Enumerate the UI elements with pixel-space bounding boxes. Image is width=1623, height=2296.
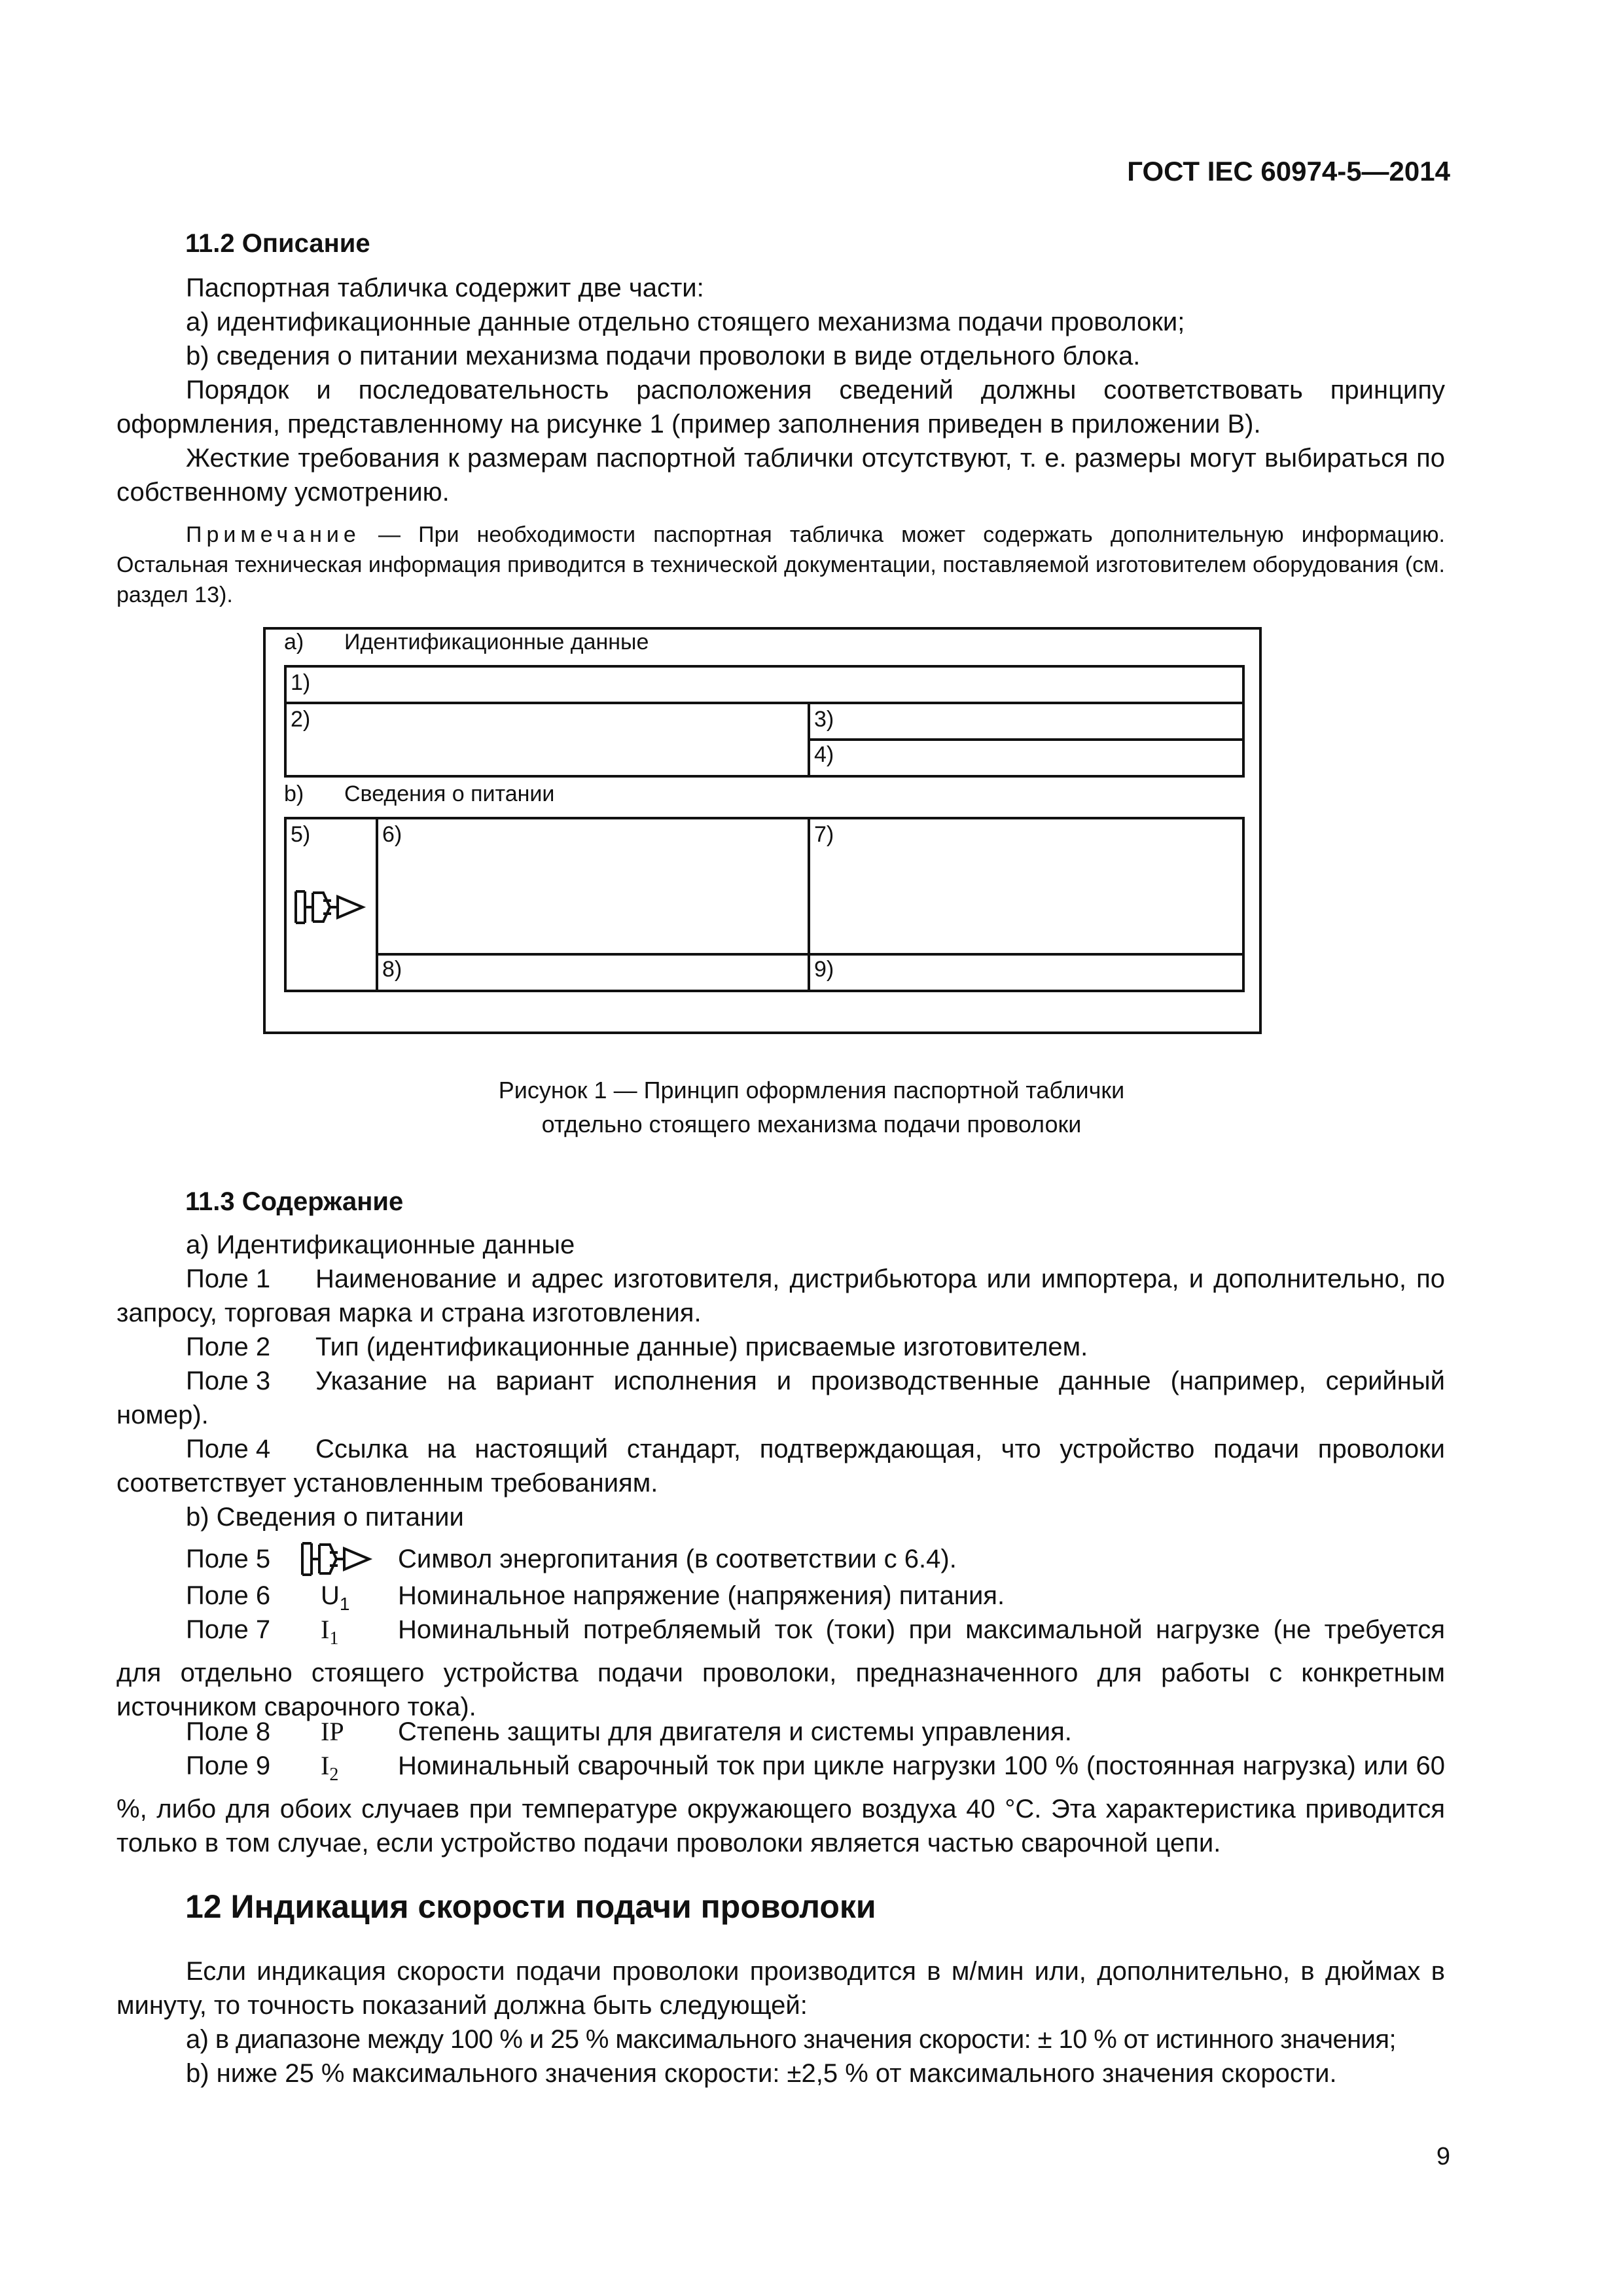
field-8-text: Степень защиты для двигателя и системы управления.: [398, 1717, 1072, 1746]
note-lead: Примечание: [186, 522, 361, 547]
divider: [808, 819, 810, 990]
field-1-label: Поле 1: [186, 1265, 271, 1293]
voltage-symbol-subscript: 1: [339, 1594, 350, 1614]
field-6-label: Поле 6: [186, 1581, 271, 1610]
field-7-label: Поле 7: [186, 1615, 271, 1644]
figure-title-a: Идентификационные данные: [344, 630, 649, 655]
field-8-description: [116, 1715, 1445, 1749]
field-9-symbol: [321, 1749, 398, 1792]
field-7-description: [116, 1613, 1445, 1724]
field-1-text: Наименование и адрес изготовителя, дистрибьютора или импортера, и дополнительно, по запросу, торговая марка и страна изготовления.: [116, 1265, 1445, 1327]
field-6-description: [116, 1579, 1445, 1613]
divider: [287, 702, 1242, 704]
field-7-symbol: [321, 1613, 398, 1656]
section-11-2-paragraph-order: Порядок и последовательность расположения сведений должны соответствовать принципу оформления, представленному на рисунке 1 (пример заполнения приведен в приложении В).: [116, 376, 1445, 439]
section-11-2-item-a: a) идентификационные данные отдельно стоящего механизма подачи проволоки;: [186, 308, 1185, 336]
field-4-label: Поле 4: [186, 1435, 271, 1463]
divider: [808, 738, 1242, 741]
cell-1-label: 1): [291, 670, 311, 695]
figure-caption-line-1: Рисунок 1 — Принцип оформления паспортной таблички: [498, 1077, 1125, 1103]
field-4-text: Ссылка на настоящий стандарт, подтверждающая, что устройство подачи проволоки соответствует установленным требованиям.: [116, 1435, 1445, 1498]
section-12-intro: Если индикация скорости подачи проволоки производится в м/мин или, дополнительно, в дюймах в минуту, то точность показаний должна быть следующей:: [116, 1957, 1445, 2020]
section-11-2-note: [116, 520, 1445, 610]
field-5-text: Символ энергопитания (в соответствии с 6.4).: [398, 1545, 957, 1573]
figure-title-b: Сведения о питании: [344, 781, 555, 806]
field-2-text: Тип (идентификационные данные) присваемые изготовителем.: [315, 1333, 1088, 1361]
field-9-description: [116, 1749, 1445, 1860]
current-symbol: I: [321, 1751, 330, 1780]
identification-block: [284, 665, 1245, 778]
cell-5-label: 5): [291, 822, 311, 847]
page-number: 9: [1436, 2143, 1450, 2170]
field-6-text: Номинальное напряжение (напряжения) питания.: [398, 1581, 1005, 1610]
cell-2-label: 2): [291, 707, 311, 732]
field-9-label: Поле 9: [186, 1751, 271, 1780]
current-symbol-subscript: 2: [329, 1765, 339, 1785]
section-11-3-title: 11.3 Содержание: [185, 1187, 404, 1216]
cell-3-label: 3): [814, 707, 834, 732]
field-3-description: [116, 1364, 1445, 1432]
current-symbol-subscript: 1: [329, 1628, 339, 1649]
cell-7-label: 7): [814, 822, 834, 847]
section-12-title: 12 Индикация скорости подачи проволоки: [185, 1888, 876, 1925]
cell-6-label: 6): [382, 822, 402, 847]
section-11-2-item-b: b) сведения о питании механизма подачи проволоки в виде отдельного блока.: [186, 342, 1141, 370]
section-11-2-paragraph-size: Жесткие требования к размерам паспортной таблички отсутствуют, т. е. размеры могут выбираться по собственному усмотрению.: [116, 444, 1445, 507]
field-2-description: [116, 1330, 1445, 1364]
divider: [376, 953, 1242, 956]
current-symbol: I: [321, 1615, 330, 1644]
field-3-text: Указание на вариант исполнения и производственные данные (например, серийный номер).: [116, 1367, 1445, 1429]
power-supply-block: [284, 817, 1245, 992]
figure-caption-line-2: отдельно стоящего механизма подачи проволоки: [541, 1111, 1082, 1138]
document-standard-header: ГОСТ IEC 60974-5—2014: [1127, 156, 1450, 187]
field-7-text: Номинальный потребляемый ток (токи) при максимальной нагрузке (не требуется для отдельно стоящего устройства подачи проволоки, предназначенного для работы с конкретным источником сварочного тока).: [116, 1615, 1445, 1721]
section-11-2-title: 11.2 Описание: [185, 229, 370, 258]
voltage-symbol: U: [321, 1581, 340, 1610]
figure-label-a: a): [284, 630, 304, 655]
field-4-description: [116, 1432, 1445, 1500]
section-12-item-b: b) ниже 25 % максимального значения скорости: ±2,5 % от максимального значения скорости.: [186, 2059, 1337, 2088]
divider: [376, 819, 378, 990]
figure-1-nameplate: [263, 627, 1262, 1034]
field-3-label: Поле 3: [186, 1367, 271, 1395]
field-8-label: Поле 8: [186, 1717, 271, 1746]
field-1-description: [116, 1262, 1445, 1330]
note-text: — При необходимости паспортная табличка может содержать дополнительную информацию. Остальная техническая информация приводится в технической документации, поставляемой изготовителем оборудования (см. раздел 13).: [116, 522, 1445, 607]
section-12-item-a: a) в диапазоне между 100 % и 25 % максимального значения скорости: ± 10 % от истинного значения;: [186, 2025, 1396, 2054]
power-supply-symbol-icon: [291, 888, 372, 927]
field-9-text: Номинальный сварочный ток при цикле нагрузки 100 % (постоянная нагрузка) или 60 %, либо для обоих случаев при температуре окружающего воздуха 40 °С. Эта характеристика приводится только в том случае, если устройство подачи проволоки является частью сварочной цепи.: [116, 1751, 1445, 1857]
field-5-description: [116, 1542, 1445, 1579]
field-5-label: Поле 5: [186, 1545, 271, 1573]
figure-label-b: b): [284, 781, 304, 806]
cell-9-label: 9): [814, 957, 834, 982]
section-11-3-item-a: a) Идентификационные данные: [186, 1230, 575, 1259]
field-2-label: Поле 2: [186, 1333, 271, 1361]
field-8-symbol: IP: [321, 1717, 344, 1746]
cell-4-label: 4): [814, 742, 834, 767]
cell-8-label: 8): [382, 957, 402, 982]
section-11-3-item-b: b) Сведения о питании: [186, 1503, 464, 1532]
section-11-2-intro: Паспортная табличка содержит две части:: [186, 274, 704, 302]
